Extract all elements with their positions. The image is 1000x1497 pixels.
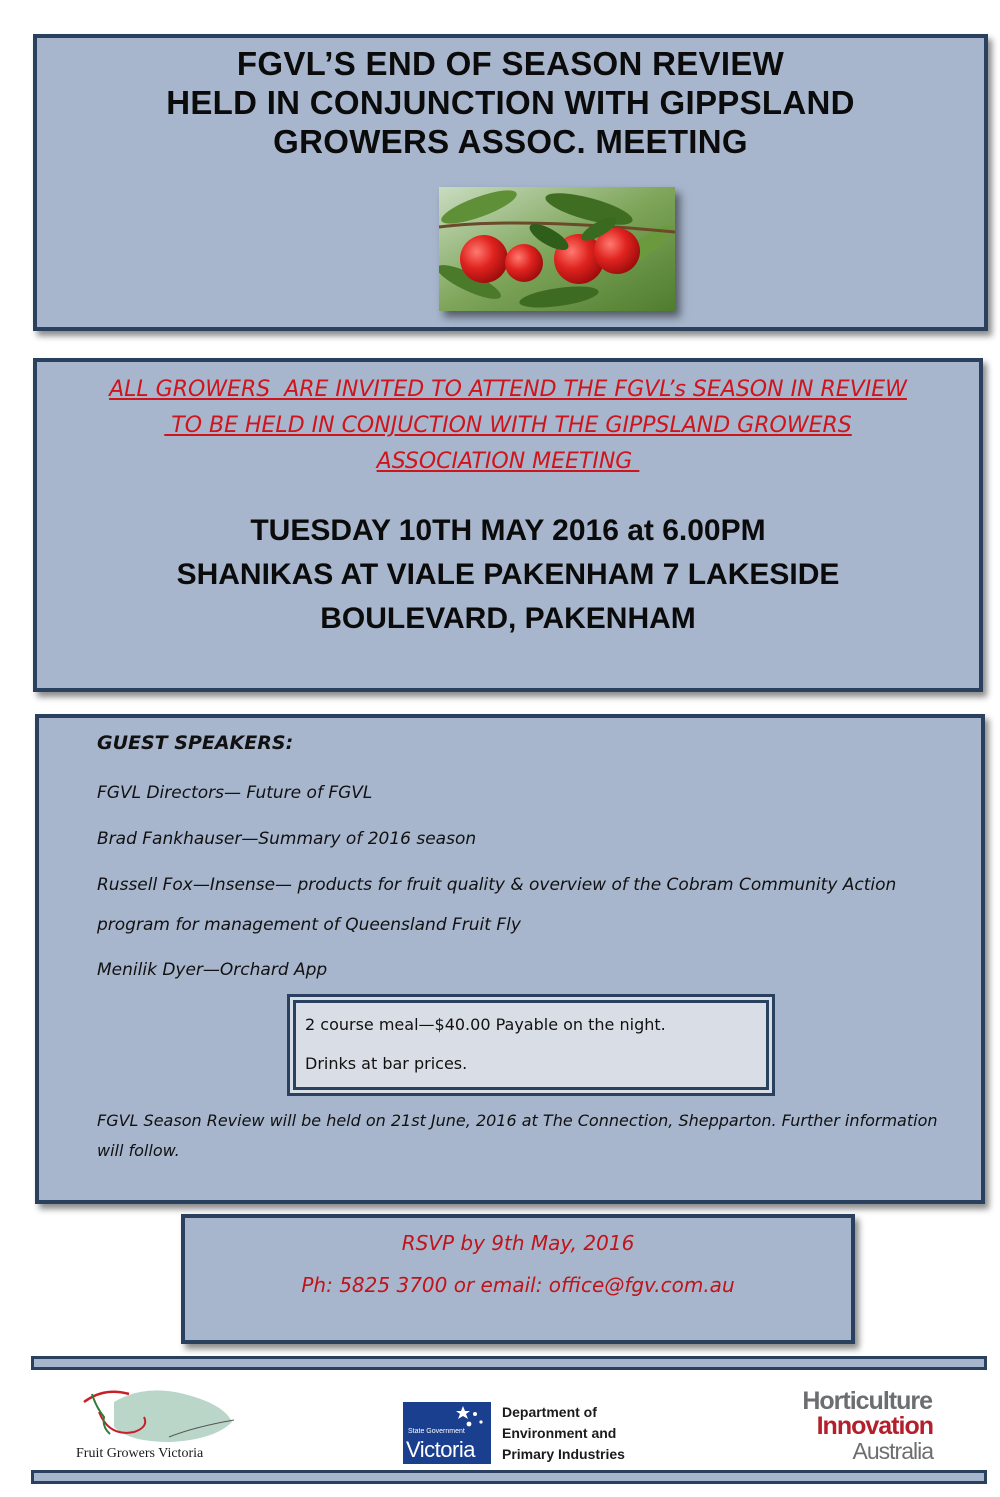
fruit-growers-victoria-logo (74, 1382, 244, 1466)
invite-line-2: TO BE HELD IN CONJUCTION WITH THE GIPPSLAND GROWERS (164, 413, 852, 438)
speaker-item: Brad Fankhauser—Summary of 2016 season (97, 829, 477, 849)
event-title (37, 44, 984, 161)
fgv-logo-text: Fruit Growers Victoria (76, 1446, 204, 1461)
fgv-map-icon (74, 1382, 244, 1446)
speaker-item: FGVL Directors— Future of FGVL (97, 783, 373, 803)
season-review-note: FGVL Season Review will be held on 21st June, 2016 at The Connection, Shepparton. Further information will follow. (97, 1111, 938, 1160)
footer-divider-top (31, 1356, 987, 1370)
speaker-item: program for management of Queensland Fruit Fly (97, 915, 521, 935)
speaker-item: Menilik Dyer—Orchard App (97, 960, 328, 980)
rsvp-contact: Ph: 5825 3700 or email: office@fgv.com.au (301, 1273, 735, 1297)
hia-line-3: Australia (852, 1438, 933, 1464)
rsvp-deadline: RSVP by 9th May, 2016 (401, 1231, 635, 1255)
title-line-3: GROWERS ASSOC. MEETING (273, 123, 748, 160)
hia-line-1: Horticulture (802, 1387, 932, 1415)
invite-line-3: ASSOCIATION MEETING (376, 449, 640, 474)
footer-divider-bottom (31, 1470, 987, 1484)
speakers-heading: GUEST SPEAKERS: (97, 732, 294, 754)
title-panel (33, 34, 988, 331)
event-venue: SHANIKAS AT VIALE PAKENHAM 7 LAKESIDE (176, 558, 840, 591)
invitation-text (37, 372, 979, 480)
meal-price: 2 course meal—$40.00 Payable on the night. (305, 1015, 666, 1034)
title-line-2: HELD IN CONJUNCTION WITH GIPPSLAND (166, 84, 855, 121)
hia-line-2: Innovation (816, 1412, 933, 1440)
victoria-label: Victoria (406, 1437, 475, 1462)
invite-line-1: ALL GROWERS ARE INVITED TO ATTEND THE FGVL’s SEASON IN REVIEW (109, 377, 907, 402)
speakers-panel (35, 714, 985, 1204)
apples-photo (439, 187, 675, 311)
meal-info-box (287, 994, 775, 1096)
event-when-where (37, 509, 979, 641)
event-date-time: TUESDAY 10TH MAY 2016 at 6.00PM (250, 514, 766, 547)
title-line-1: FGVL’S END OF SEASON REVIEW (236, 45, 785, 82)
speaker-item: Russell Fox—Insense— products for fruit quality & overview of the Cobram Community Action (97, 875, 897, 895)
vic-government-logo (403, 1402, 643, 1464)
horticulture-innovation-logo (790, 1387, 940, 1469)
state-government-label: State Government (408, 1428, 465, 1435)
department-name: Department of Environment and Primary Industries (502, 1404, 625, 1462)
drinks-info: Drinks at bar prices. (305, 1054, 468, 1073)
event-address: BOULEVARD, PAKENHAM (320, 602, 696, 635)
rsvp-panel (181, 1214, 855, 1344)
victoria-wordmark (403, 1402, 491, 1464)
invitation-panel (33, 358, 983, 692)
apples-image (439, 187, 675, 311)
